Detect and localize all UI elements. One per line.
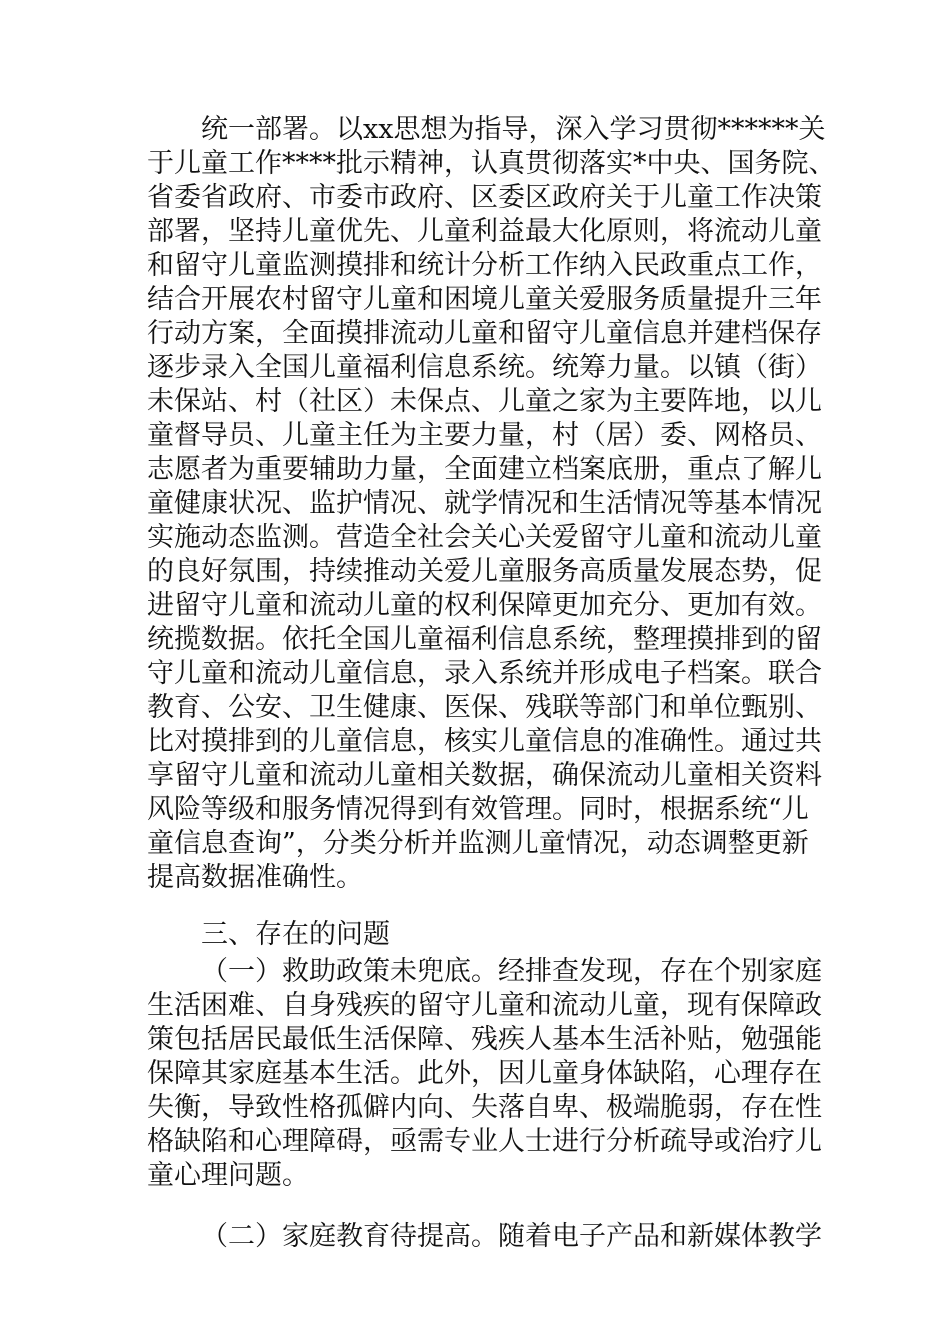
paragraph-line: 未保站、村（社区）未保点、儿童之家为主要阵地，以儿 xyxy=(147,386,822,417)
paragraph-line: 统揽数据。依托全国儿童福利信息系统，整理摸排到的留 xyxy=(147,624,822,655)
paragraph-line: 进留守儿童和流动儿童的权利保障更加充分、更加有效。 xyxy=(147,590,822,621)
paragraph-line: 行动方案，全面摸排流动儿童和留守儿童信息并建档保存 xyxy=(147,318,822,349)
paragraph-line: 结合开展农村留守儿童和困境儿童关爱服务质量提升三年 xyxy=(147,284,822,315)
paragraph-line: 失衡，导致性格孤僻内向、失落自卑、极端脆弱，存在性 xyxy=(147,1092,822,1123)
paragraph-line: 风险等级和服务情况得到有效管理。同时，根据系统“儿 xyxy=(147,794,809,825)
paragraph-line: 志愿者为重要辅助力量，全面建立档案底册，重点了解儿 xyxy=(147,454,822,485)
paragraph-line: 于儿童工作****批示精神，认真贯彻落实*中央、国务院、 xyxy=(147,148,836,179)
paragraph-line: 童健康状况、监护情况、就学情况和生活情况等基本情况 xyxy=(147,488,822,519)
paragraph-line: 提高数据准确性。 xyxy=(147,862,363,893)
paragraph-line: （一）救助政策未兜底。经排查发现，存在个别家庭 xyxy=(201,956,822,987)
section-heading: 三、存在的问题 xyxy=(201,919,390,950)
paragraph-line: 的良好氛围，持续推动关爱儿童服务高质量发展态势，促 xyxy=(147,556,822,587)
paragraph-line: 童心理问题。 xyxy=(147,1160,309,1191)
paragraph-line: 生活困难、自身残疾的留守儿童和流动儿童，现有保障政 xyxy=(147,990,822,1021)
paragraph-line: 格缺陷和心理障碍，亟需专业人士进行分析疏导或治疗儿 xyxy=(147,1126,822,1157)
paragraph-line: 童信息查询”，分类分析并监测儿童情况，动态调整更新 xyxy=(147,828,809,859)
paragraph-line: 策包括居民最低生活保障、残疾人基本生活补贴，勉强能 xyxy=(147,1024,822,1055)
paragraph-line: 童督导员、儿童主任为主要力量，村（居）委、网格员、 xyxy=(147,420,822,451)
paragraph-line: 享留守儿童和流动儿童相关数据，确保流动儿童相关资料 xyxy=(147,760,822,791)
paragraph-line: 保障其家庭基本生活。此外，因儿童身体缺陷，心理存在 xyxy=(147,1058,822,1089)
paragraph-line: 实施动态监测。营造全社会关心关爱留守儿童和流动儿童 xyxy=(147,522,822,553)
paragraph-line: 部署，坚持儿童优先、儿童利益最大化原则，将流动儿童 xyxy=(147,216,822,247)
paragraph-line: 教育、公安、卫生健康、医保、残联等部门和单位甄别、 xyxy=(147,692,822,723)
paragraph-line: 和留守儿童监测摸排和统计分析工作纳入民政重点工作， xyxy=(147,250,822,281)
paragraph-line: 守儿童和流动儿童信息，录入系统并形成电子档案。联合 xyxy=(147,658,822,689)
paragraph-line: 逐步录入全国儿童福利信息系统。统筹力量。以镇（街） xyxy=(147,352,822,383)
paragraph-line: （二）家庭教育待提高。随着电子产品和新媒体教学 xyxy=(201,1221,822,1252)
paragraph-line: 统一部署。以xx思想为指导，深入学习贯彻******关 xyxy=(201,114,826,145)
paragraph-line: 省委省政府、市委市政府、区委区政府关于儿童工作决策 xyxy=(147,182,822,213)
paragraph-line: 比对摸排到的儿童信息，核实儿童信息的准确性。通过共 xyxy=(147,726,822,757)
